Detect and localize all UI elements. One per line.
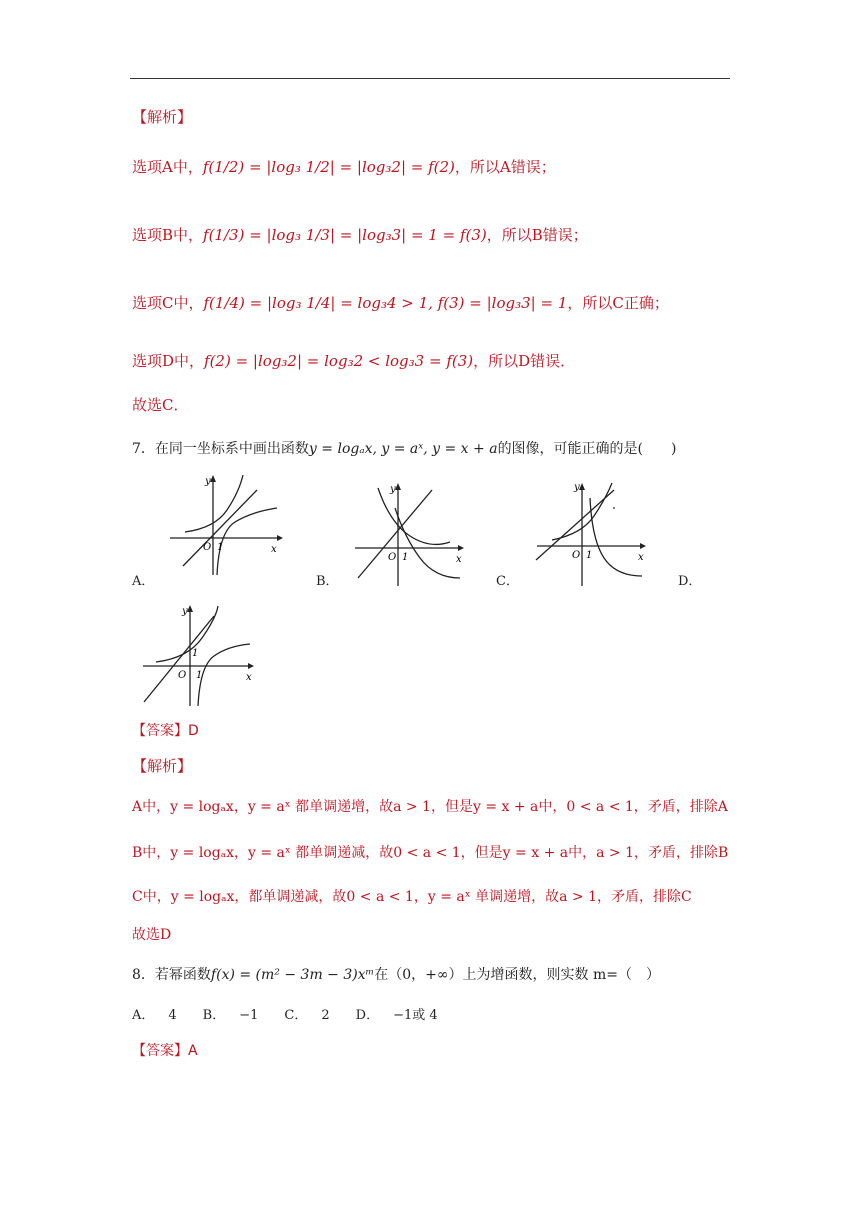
analysis-line-a — [132, 156, 556, 177]
y-label: y — [390, 484, 396, 495]
q7-prefix: 7．在同一坐标系中画出函数 — [132, 441, 309, 457]
y-label: y — [182, 606, 188, 617]
answer-7: 【答案】D — [132, 723, 199, 739]
line-d-suffix: ，所以D错误． — [473, 352, 576, 370]
q8-opt-d-tail: 或 4 — [412, 1008, 438, 1023]
exp-curve — [185, 475, 243, 532]
analysis2-line-a: A中，y = logₐx，y = aˣ 都单调递增，故a > 1，但是y = x + a中，0 < a < 1，矛盾，排除A — [132, 799, 728, 815]
q8-prefix: 8．若幂函数 — [132, 967, 211, 983]
conclusion-c: 故选C． — [132, 396, 189, 414]
analysis2-line-b: B中，y = logₐx，y = aˣ 都单调递减，故0 < a < 1，但是y = x + a中，a > 1，矛盾，排除B — [132, 845, 729, 861]
origin-label: O — [572, 550, 581, 561]
question-7-stem — [132, 438, 677, 458]
q8-suffix: 在（0，+∞）上为增函数，则实数 m=（ ） — [374, 967, 660, 983]
line-c-suffix: ，所以C正确； — [567, 294, 669, 312]
linear-line — [183, 490, 257, 566]
conclusion-d: 故选D — [132, 927, 172, 943]
analysis-heading-2: 【解析】 — [132, 757, 193, 775]
q8-opt-c-val: 2 — [321, 1008, 330, 1023]
one-label: 1 — [196, 670, 203, 681]
x-label: x — [271, 544, 277, 555]
y-label: y — [574, 482, 580, 493]
graph-option-b — [350, 478, 470, 588]
stray-dot — [613, 507, 615, 509]
linear-line — [144, 616, 214, 702]
q8-opt-a-val: 4 — [168, 1008, 177, 1023]
x-axis-arrow — [458, 545, 464, 551]
analysis-heading: 【解析】 — [132, 108, 193, 126]
answer-8: 【答案】A — [132, 1043, 198, 1059]
line-d-prefix: 选项D中， — [132, 352, 205, 370]
q7-suffix: 的图像，可能正确的是( ) — [497, 441, 677, 457]
q8-opt-b: B． — [202, 1008, 226, 1023]
line-b-suffix: ，所以B错误； — [486, 226, 588, 244]
question-8-options — [132, 1004, 438, 1023]
x-label: x — [456, 554, 462, 565]
y-axis-arrow — [187, 605, 193, 612]
exp-curve — [378, 488, 450, 544]
one-label-y: 1 — [192, 648, 199, 659]
line-b-prefix: 选项B中， — [132, 226, 204, 244]
q8-opt-c: C． — [284, 1008, 308, 1023]
q8-opt-d: D． — [355, 1008, 380, 1023]
line-a-math: f(1/2) = |log₃ 1/2| = |log₃2| = f(2) — [202, 158, 455, 176]
graph-option-c — [532, 478, 652, 588]
line-a-prefix: 选项A中， — [132, 158, 203, 176]
origin-label: O — [178, 670, 187, 681]
y-axis-arrow — [579, 483, 585, 490]
one-label: 1 — [586, 550, 593, 561]
option-b-label: B． — [316, 574, 339, 589]
q7-math: y = logₐx, y = aˣ, y = x + a — [308, 441, 498, 457]
x-axis-arrow — [640, 543, 646, 549]
line-d-math: f(2) = |log₃2| = log₃2 < log₃3 = f(3) — [204, 352, 474, 370]
x-axis-arrow — [277, 535, 283, 541]
option-c-label: C． — [496, 574, 519, 589]
q8-opt-a: A． — [132, 1008, 155, 1023]
x-label: x — [246, 672, 252, 683]
analysis-line-d — [132, 350, 575, 371]
line-c-prefix: 选项C中， — [132, 294, 204, 312]
x-label: x — [638, 552, 644, 563]
log-curve — [198, 644, 250, 706]
line-a-suffix: ，所以A错误； — [454, 158, 556, 176]
linear-line — [358, 490, 432, 578]
one-label: 1 — [217, 542, 224, 553]
question-8-stem — [132, 964, 660, 984]
q8-opt-b-val: −1 — [239, 1008, 259, 1023]
y-axis-arrow — [395, 483, 401, 490]
q8-opt-d-val: −1 — [393, 1008, 413, 1023]
origin-label: O — [203, 542, 212, 553]
line-b-math: f(1/3) = |log₃ 1/3| = |log₃3| = 1 = f(3) — [203, 226, 487, 244]
q8-math: f(x) = (m² − 3m − 3)xᵐ — [210, 967, 375, 983]
y-label: y — [205, 476, 211, 487]
analysis-line-c — [132, 292, 669, 313]
analysis-line-b — [132, 224, 588, 245]
one-label: 1 — [402, 552, 409, 563]
header-rule — [130, 78, 730, 79]
analysis2-line-c: C中，y = logₐx，都单调递减，故0 < a < 1，y = aˣ 单调递增，故a > 1，矛盾，排除C — [132, 889, 692, 905]
graph-option-d — [138, 600, 258, 710]
x-axis-arrow — [248, 663, 254, 669]
graph-option-a — [165, 470, 285, 580]
option-d-label: D． — [678, 574, 702, 589]
log-curve — [217, 508, 277, 575]
line-c-math: f(1/4) = |log₃ 1/4| = log₃4 > 1, f(3) = |log₃3| = 1 — [203, 294, 568, 312]
y-axis-arrow — [210, 475, 216, 482]
origin-label: O — [388, 552, 397, 563]
option-a-label: A． — [132, 574, 155, 589]
